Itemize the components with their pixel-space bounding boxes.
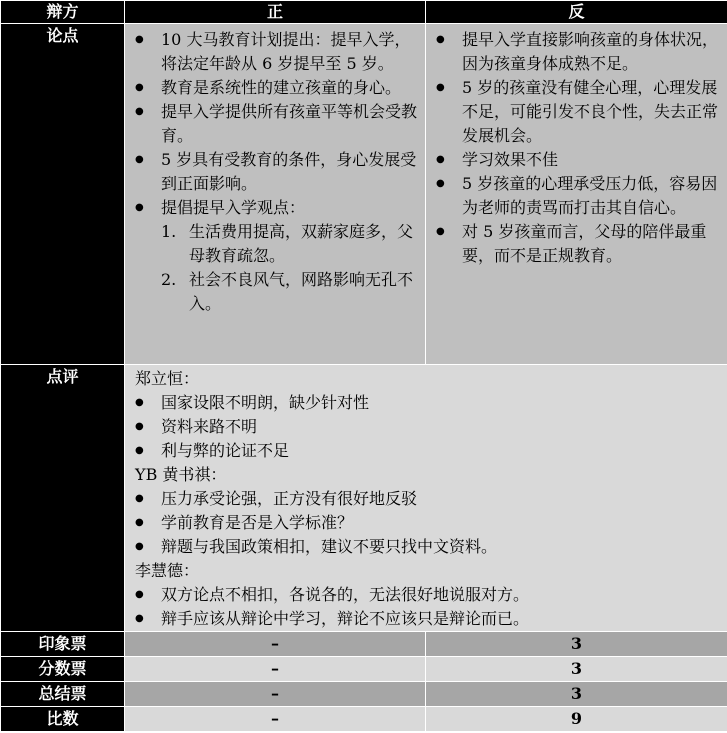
judge-name: YB 黄书祺： <box>135 465 227 484</box>
con-score: 3 <box>426 682 727 707</box>
comment-point: ● 国家设限不明朗，缺少针对性 <box>125 391 721 415</box>
header-side: 辩方 <box>1 1 125 24</box>
pro-subpoint <box>161 220 419 268</box>
con-arguments-cell <box>426 24 727 365</box>
score-row-impression <box>1 632 727 657</box>
arguments-label: 论点 <box>1 24 125 365</box>
comment-point: ● 学前教育是否是入学标准？ <box>125 511 721 535</box>
pro-score: – <box>125 682 426 707</box>
pro-point: ● 10 大马教育计划提出：提早入学，将法定年龄从 6 岁提早至 5 岁。 <box>125 28 419 76</box>
judge-name: 郑立恒： <box>135 369 200 388</box>
score-label: 总结票 <box>1 682 125 707</box>
con-point: ● 5 岁的孩童没有健全心理，心理发展不足，可能引发不良个性，失去正常发展机会。 <box>426 76 721 148</box>
judge-name: 李慧德： <box>135 561 200 580</box>
comments-cell <box>125 365 727 632</box>
con-score: 3 <box>426 657 727 682</box>
header-row <box>1 1 727 24</box>
comments-label: 点评 <box>1 365 125 632</box>
pro-score: – <box>125 707 426 732</box>
comment-point: ● 辩手应该从辩论中学习，辩论不应该只是辩论而已。 <box>125 607 721 631</box>
score-row-total <box>1 707 727 732</box>
comment-point: ● 辩题与我国政策相扣，建议不要只找中文资料。 <box>125 535 721 559</box>
comment-point: ● 压力承受论强，正方没有很好地反驳 <box>125 487 721 511</box>
con-score: 9 <box>426 707 727 732</box>
pro-subpoint <box>161 268 419 316</box>
comment-point: ● 利与弊的论证不足 <box>125 439 721 463</box>
con-point: ● 5 岁孩童的心理承受压力低，容易因为老师的责骂而打击其自信心。 <box>426 172 721 220</box>
score-row-summary <box>1 682 727 707</box>
con-point: ● 对 5 岁孩童而言，父母的陪伴最重要，而不是正规教育。 <box>426 220 721 268</box>
header-con: 反 <box>426 1 727 24</box>
pro-score: – <box>125 632 426 657</box>
score-label: 比数 <box>1 707 125 732</box>
subpoint-number: 2. <box>161 270 177 289</box>
pro-point: ● 教育是系统性的建立孩童的身心。 <box>125 76 419 100</box>
pro-point: ● 5 岁具有受教育的条件，身心发展受到正面影响。 <box>125 148 419 196</box>
comment-point: ● 双方论点不相扣，各说各的，无法很好地说服对方。 <box>125 583 721 607</box>
con-point: ● 提早入学直接影响孩童的身体状况，因为孩童身体成熟不足。 <box>426 28 721 76</box>
pro-arguments-cell <box>125 24 426 365</box>
comment-point: ● 资料来路不明 <box>125 415 721 439</box>
pro-point <box>125 196 419 316</box>
pro-point-text: 提倡提早入学观点： <box>161 198 306 217</box>
con-point: ● 学习效果不佳 <box>426 148 721 172</box>
arguments-row <box>1 24 727 365</box>
score-row-points <box>1 657 727 682</box>
score-label: 分数票 <box>1 657 125 682</box>
score-label: 印象票 <box>1 632 125 657</box>
con-score: 3 <box>426 632 727 657</box>
subpoint-number: 1. <box>161 222 177 241</box>
header-pro: 正 <box>125 1 426 24</box>
pro-point: ● 提早入学提供所有孩童平等机会受教育。 <box>125 100 419 148</box>
comments-row <box>1 365 727 632</box>
pro-score: – <box>125 657 426 682</box>
subpoint-text: 生活费用提高，双薪家庭多，父母教育疏忽。 <box>189 222 414 265</box>
subpoint-text: 社会不良风气，网路影响无孔不入。 <box>189 270 414 313</box>
